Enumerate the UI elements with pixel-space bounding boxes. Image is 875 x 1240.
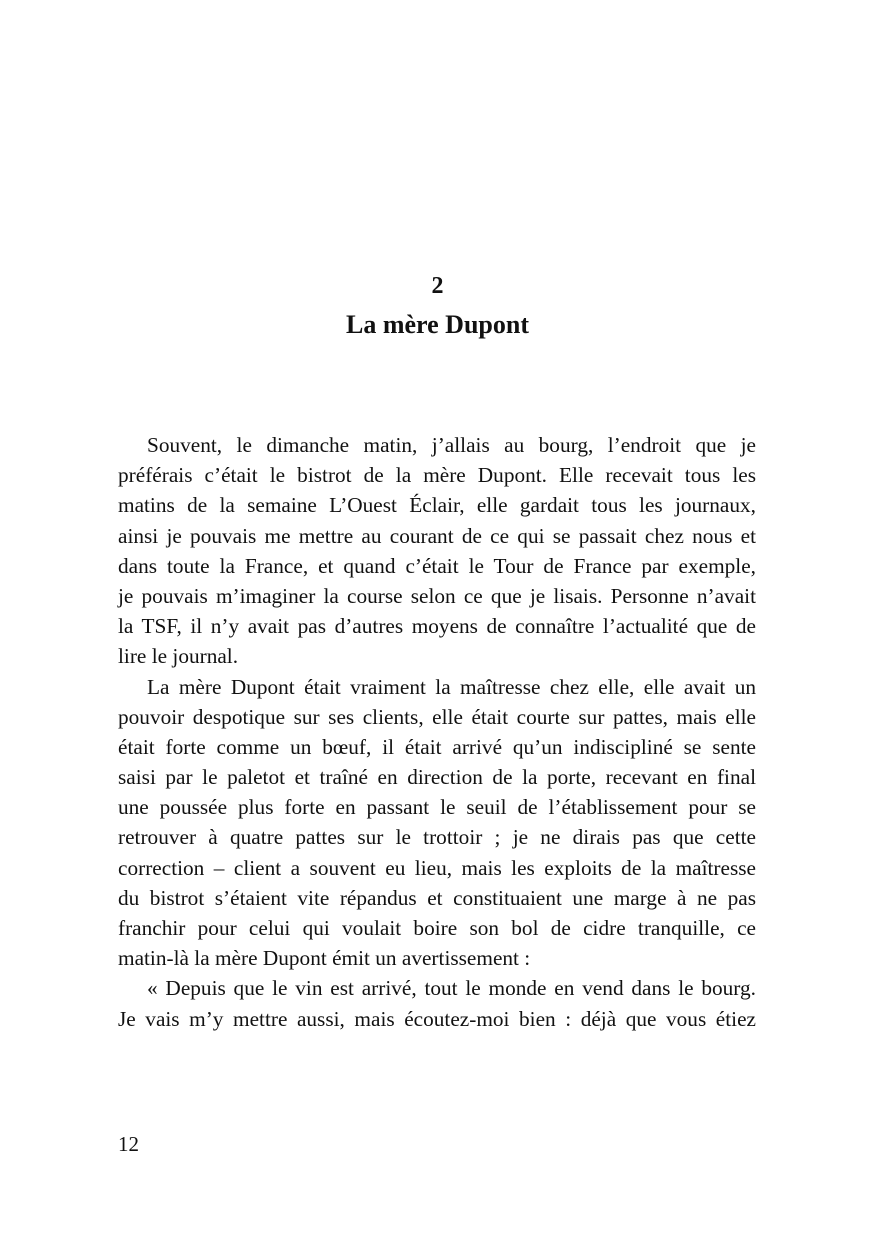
text-line: Je vais m’y mettre aussi, mais écoutez-moi bien : déjà que vous étiez <box>118 1006 756 1031</box>
text-line: ainsi je pouvais me mettre au courant de ce qui se passait chez nous et <box>118 523 756 548</box>
paragraph <box>118 672 756 974</box>
page-number: 12 <box>118 1132 139 1156</box>
text-line: dans toute la France, et quand c’était le Tour de France par exemple, <box>118 553 756 578</box>
chapter-title: La mère Dupont <box>346 310 529 339</box>
text-line: une poussée plus forte en passant le seuil de l’établissement pour se <box>118 795 756 820</box>
text-line: matin-là la mère Dupont émit un avertissement : <box>118 946 531 971</box>
text-line: lire le journal. <box>118 644 239 669</box>
text-line: du bistrot s’étaient vite répandus et constituaient une marge à ne pas <box>118 885 756 910</box>
paragraph <box>118 973 756 1033</box>
text-line: « Depuis que le vin est arrivé, tout le monde en vend dans le bourg. <box>147 976 756 1001</box>
text-line: préférais c’était le bistrot de la mère Dupont. Elle recevait tous les <box>118 463 756 488</box>
text-line: saisi par le paletot et traîné en direction de la porte, recevant en final <box>118 765 756 790</box>
text-line: retrouver à quatre pattes sur le trottoir ; je ne dirais pas que cette <box>118 825 756 850</box>
body-text <box>118 430 756 1034</box>
text-line: pouvoir despotique sur ses clients, elle était courte sur pattes, mais elle <box>118 704 756 729</box>
text-line: Souvent, le dimanche matin, j’allais au bourg, l’endroit que je <box>147 433 756 457</box>
text-line: matins de la semaine L’Ouest Éclair, elle gardait tous les journaux, <box>118 493 756 518</box>
paragraph <box>118 430 756 672</box>
text-line: je pouvais m’imaginer la course selon ce que je lisais. Personne n’avait <box>118 583 756 608</box>
chapter-number: 2 <box>431 273 444 299</box>
text-line: correction – client a souvent eu lieu, mais les exploits de la maîtresse <box>118 855 756 880</box>
text-line: la TSF, il n’y avait pas d’autres moyens de connaître l’actualité que de <box>118 614 756 639</box>
text-line: La mère Dupont était vraiment la maîtresse chez elle, elle avait un <box>147 674 756 699</box>
text-line: franchir pour celui qui voulait boire son bol de cidre tranquille, ce <box>118 916 756 940</box>
text-line: était forte comme un bœuf, il était arrivé qu’un indiscipliné se sente <box>118 734 756 759</box>
